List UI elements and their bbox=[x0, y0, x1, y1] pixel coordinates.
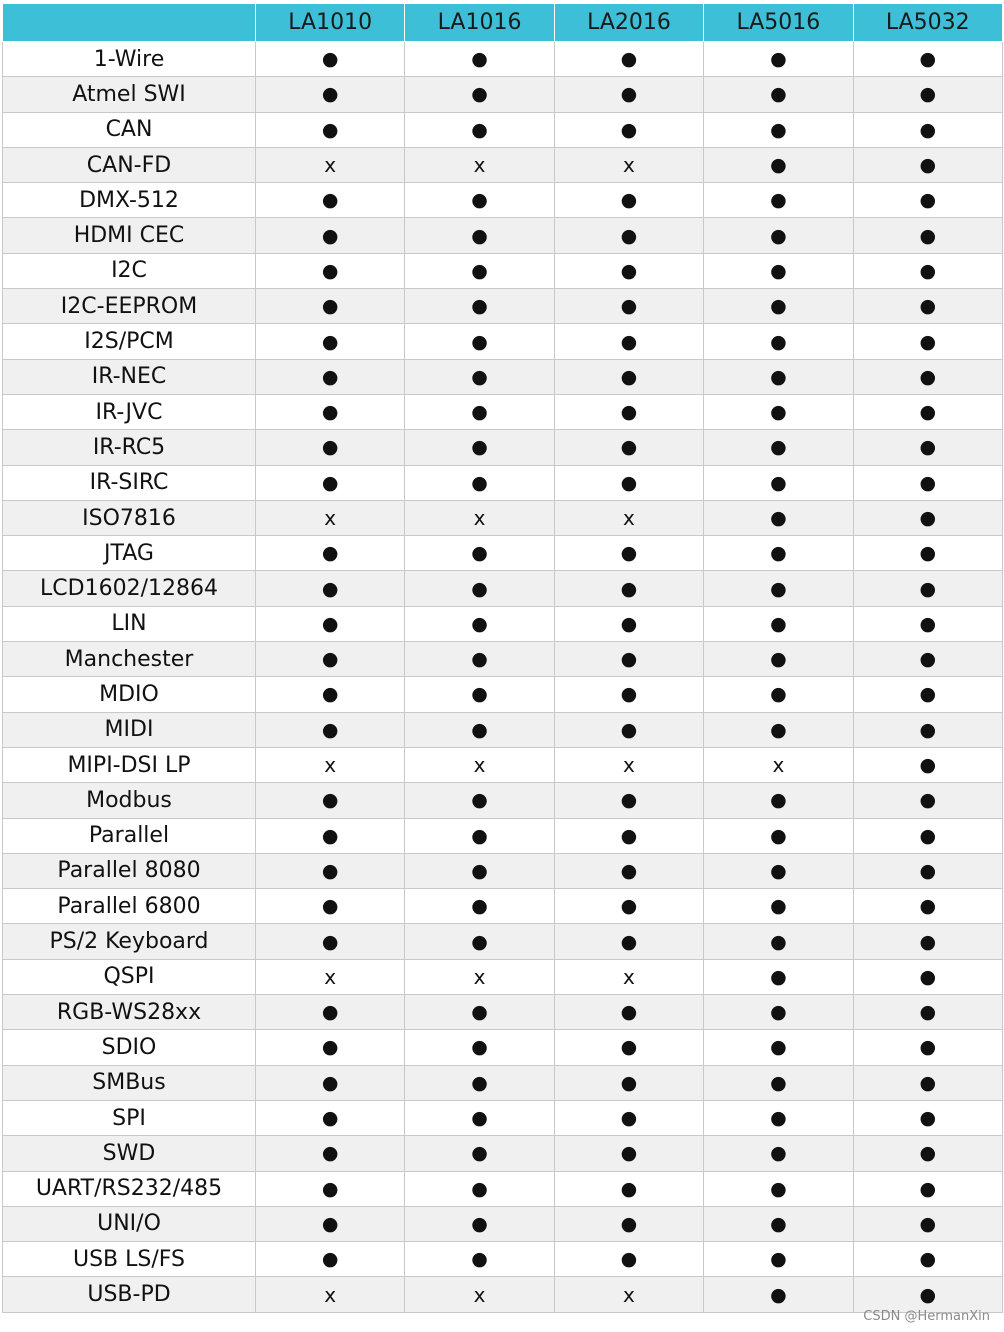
watermark: CSDN @HermanXin bbox=[863, 1309, 990, 1324]
supported-mark-cell: ● bbox=[554, 536, 703, 571]
protocol-name-cell: LIN bbox=[3, 606, 256, 641]
protocol-name-cell: UNI/O bbox=[3, 1206, 256, 1241]
table-row bbox=[3, 465, 1003, 500]
supported-mark-cell: ● bbox=[554, 995, 703, 1030]
supported-mark-cell: ● bbox=[405, 889, 554, 924]
supported-mark-cell: ● bbox=[405, 818, 554, 853]
unsupported-mark-cell: x bbox=[256, 147, 405, 182]
protocol-name-cell: HDMI CEC bbox=[3, 218, 256, 253]
supported-mark-cell: ● bbox=[704, 677, 853, 712]
supported-mark-cell: ● bbox=[405, 1171, 554, 1206]
supported-mark-cell: ● bbox=[554, 1136, 703, 1171]
supported-mark-cell: ● bbox=[554, 818, 703, 853]
supported-mark-cell: ● bbox=[704, 712, 853, 747]
supported-mark-cell: ● bbox=[554, 1206, 703, 1241]
table-row bbox=[3, 183, 1003, 218]
supported-mark-cell: ● bbox=[405, 430, 554, 465]
supported-mark-cell: ● bbox=[853, 853, 1002, 888]
supported-mark-cell: ● bbox=[256, 536, 405, 571]
protocol-name-cell: CAN bbox=[3, 112, 256, 147]
supported-mark-cell: ● bbox=[853, 995, 1002, 1030]
table-row bbox=[3, 959, 1003, 994]
protocol-name-cell: I2S/PCM bbox=[3, 324, 256, 359]
protocol-name-cell: SPI bbox=[3, 1100, 256, 1135]
supported-mark-cell: ● bbox=[405, 712, 554, 747]
supported-mark-cell: ● bbox=[853, 359, 1002, 394]
supported-mark-cell: ● bbox=[704, 253, 853, 288]
protocol-name-cell: LCD1602/12864 bbox=[3, 571, 256, 606]
protocol-name-cell: SMBus bbox=[3, 1065, 256, 1100]
protocol-name-cell: ISO7816 bbox=[3, 500, 256, 535]
supported-mark-cell: ● bbox=[405, 606, 554, 641]
supported-mark-cell: ● bbox=[554, 571, 703, 606]
protocol-name-cell: CAN-FD bbox=[3, 147, 256, 182]
supported-mark-cell: ● bbox=[405, 218, 554, 253]
table-row bbox=[3, 42, 1003, 77]
supported-mark-cell: ● bbox=[554, 853, 703, 888]
table-row bbox=[3, 253, 1003, 288]
supported-mark-cell: ● bbox=[554, 1171, 703, 1206]
supported-mark-cell: ● bbox=[405, 783, 554, 818]
supported-mark-cell: ● bbox=[853, 571, 1002, 606]
supported-mark-cell: ● bbox=[554, 924, 703, 959]
supported-mark-cell: ● bbox=[704, 465, 853, 500]
protocol-name-cell: MIDI bbox=[3, 712, 256, 747]
supported-mark-cell: ● bbox=[405, 1030, 554, 1065]
supported-mark-cell: ● bbox=[853, 642, 1002, 677]
supported-mark-cell: ● bbox=[554, 394, 703, 429]
supported-mark-cell: ● bbox=[853, 500, 1002, 535]
supported-mark-cell: ● bbox=[853, 1136, 1002, 1171]
supported-mark-cell: ● bbox=[704, 394, 853, 429]
table-row bbox=[3, 571, 1003, 606]
supported-mark-cell: ● bbox=[704, 1171, 853, 1206]
header-model: LA1016 bbox=[405, 4, 554, 42]
table-row bbox=[3, 783, 1003, 818]
unsupported-mark-cell: x bbox=[554, 1277, 703, 1312]
protocol-name-cell: PS/2 Keyboard bbox=[3, 924, 256, 959]
supported-mark-cell: ● bbox=[405, 77, 554, 112]
protocol-name-cell: SDIO bbox=[3, 1030, 256, 1065]
table-row bbox=[3, 677, 1003, 712]
supported-mark-cell: ● bbox=[704, 1065, 853, 1100]
supported-mark-cell: ● bbox=[554, 112, 703, 147]
header-model: LA5016 bbox=[704, 4, 853, 42]
unsupported-mark-cell: x bbox=[256, 747, 405, 782]
supported-mark-cell: ● bbox=[554, 1030, 703, 1065]
supported-mark-cell: ● bbox=[405, 289, 554, 324]
supported-mark-cell: ● bbox=[256, 1206, 405, 1241]
supported-mark-cell: ● bbox=[256, 783, 405, 818]
unsupported-mark-cell: x bbox=[554, 147, 703, 182]
header-model: LA1010 bbox=[256, 4, 405, 42]
supported-mark-cell: ● bbox=[256, 924, 405, 959]
table-row bbox=[3, 147, 1003, 182]
supported-mark-cell: ● bbox=[704, 606, 853, 641]
protocol-name-cell: USB LS/FS bbox=[3, 1242, 256, 1277]
supported-mark-cell: ● bbox=[256, 642, 405, 677]
supported-mark-cell: ● bbox=[554, 642, 703, 677]
supported-mark-cell: ● bbox=[405, 1100, 554, 1135]
supported-mark-cell: ● bbox=[704, 1100, 853, 1135]
supported-mark-cell: ● bbox=[405, 642, 554, 677]
supported-mark-cell: ● bbox=[704, 359, 853, 394]
table-row bbox=[3, 889, 1003, 924]
protocol-name-cell: SWD bbox=[3, 1136, 256, 1171]
header-model: LA2016 bbox=[554, 4, 703, 42]
supported-mark-cell: ● bbox=[256, 712, 405, 747]
supported-mark-cell: ● bbox=[405, 359, 554, 394]
supported-mark-cell: ● bbox=[704, 783, 853, 818]
supported-mark-cell: ● bbox=[256, 77, 405, 112]
table-row bbox=[3, 747, 1003, 782]
table-row bbox=[3, 359, 1003, 394]
supported-mark-cell: ● bbox=[704, 959, 853, 994]
protocol-name-cell: Parallel 8080 bbox=[3, 853, 256, 888]
unsupported-mark-cell: x bbox=[405, 1277, 554, 1312]
table-row bbox=[3, 536, 1003, 571]
unsupported-mark-cell: x bbox=[704, 747, 853, 782]
protocol-name-cell: I2C-EEPROM bbox=[3, 289, 256, 324]
supported-mark-cell: ● bbox=[853, 606, 1002, 641]
table-row bbox=[3, 1065, 1003, 1100]
supported-mark-cell: ● bbox=[853, 1171, 1002, 1206]
supported-mark-cell: ● bbox=[554, 324, 703, 359]
table-row bbox=[3, 77, 1003, 112]
table-row bbox=[3, 924, 1003, 959]
supported-mark-cell: ● bbox=[405, 324, 554, 359]
supported-mark-cell: ● bbox=[405, 995, 554, 1030]
table-row bbox=[3, 995, 1003, 1030]
protocol-name-cell: USB-PD bbox=[3, 1277, 256, 1312]
table-row bbox=[3, 642, 1003, 677]
unsupported-mark-cell: x bbox=[405, 500, 554, 535]
supported-mark-cell: ● bbox=[405, 1242, 554, 1277]
supported-mark-cell: ● bbox=[554, 218, 703, 253]
supported-mark-cell: ● bbox=[554, 783, 703, 818]
supported-mark-cell: ● bbox=[853, 783, 1002, 818]
header-corner bbox=[3, 4, 256, 42]
protocol-name-cell: JTAG bbox=[3, 536, 256, 571]
supported-mark-cell: ● bbox=[704, 818, 853, 853]
supported-mark-cell: ● bbox=[256, 183, 405, 218]
table-row bbox=[3, 112, 1003, 147]
supported-mark-cell: ● bbox=[256, 995, 405, 1030]
table-row bbox=[3, 324, 1003, 359]
supported-mark-cell: ● bbox=[704, 1242, 853, 1277]
supported-mark-cell: ● bbox=[256, 1242, 405, 1277]
supported-mark-cell: ● bbox=[704, 642, 853, 677]
protocol-support-table bbox=[2, 3, 1003, 1313]
supported-mark-cell: ● bbox=[853, 1206, 1002, 1241]
protocol-name-cell: Parallel 6800 bbox=[3, 889, 256, 924]
supported-mark-cell: ● bbox=[405, 536, 554, 571]
protocol-name-cell: Modbus bbox=[3, 783, 256, 818]
supported-mark-cell: ● bbox=[853, 218, 1002, 253]
table-body bbox=[3, 42, 1003, 1313]
unsupported-mark-cell: x bbox=[554, 747, 703, 782]
protocol-name-cell: DMX-512 bbox=[3, 183, 256, 218]
supported-mark-cell: ● bbox=[256, 1065, 405, 1100]
supported-mark-cell: ● bbox=[554, 1100, 703, 1135]
supported-mark-cell: ● bbox=[256, 253, 405, 288]
supported-mark-cell: ● bbox=[704, 42, 853, 77]
supported-mark-cell: ● bbox=[554, 42, 703, 77]
supported-mark-cell: ● bbox=[256, 818, 405, 853]
supported-mark-cell: ● bbox=[256, 394, 405, 429]
protocol-name-cell: IR-SIRC bbox=[3, 465, 256, 500]
supported-mark-cell: ● bbox=[704, 183, 853, 218]
supported-mark-cell: ● bbox=[554, 253, 703, 288]
supported-mark-cell: ● bbox=[554, 183, 703, 218]
table-row bbox=[3, 218, 1003, 253]
supported-mark-cell: ● bbox=[554, 359, 703, 394]
table-row bbox=[3, 853, 1003, 888]
table-row bbox=[3, 1100, 1003, 1135]
supported-mark-cell: ● bbox=[853, 465, 1002, 500]
supported-mark-cell: ● bbox=[853, 183, 1002, 218]
supported-mark-cell: ● bbox=[256, 218, 405, 253]
supported-mark-cell: ● bbox=[256, 42, 405, 77]
supported-mark-cell: ● bbox=[405, 1136, 554, 1171]
supported-mark-cell: ● bbox=[554, 430, 703, 465]
protocol-name-cell: IR-JVC bbox=[3, 394, 256, 429]
supported-mark-cell: ● bbox=[256, 1171, 405, 1206]
protocol-support-table-container bbox=[2, 3, 1003, 1313]
supported-mark-cell: ● bbox=[405, 1206, 554, 1241]
protocol-name-cell: Manchester bbox=[3, 642, 256, 677]
supported-mark-cell: ● bbox=[853, 889, 1002, 924]
table-header-row bbox=[3, 4, 1003, 42]
supported-mark-cell: ● bbox=[256, 112, 405, 147]
supported-mark-cell: ● bbox=[704, 500, 853, 535]
supported-mark-cell: ● bbox=[853, 253, 1002, 288]
supported-mark-cell: ● bbox=[256, 1030, 405, 1065]
supported-mark-cell: ● bbox=[554, 77, 703, 112]
supported-mark-cell: ● bbox=[853, 289, 1002, 324]
supported-mark-cell: ● bbox=[853, 1030, 1002, 1065]
supported-mark-cell: ● bbox=[256, 359, 405, 394]
supported-mark-cell: ● bbox=[704, 147, 853, 182]
supported-mark-cell: ● bbox=[704, 924, 853, 959]
protocol-name-cell: IR-NEC bbox=[3, 359, 256, 394]
supported-mark-cell: ● bbox=[405, 1065, 554, 1100]
supported-mark-cell: ● bbox=[704, 1277, 853, 1312]
supported-mark-cell: ● bbox=[704, 289, 853, 324]
table-row bbox=[3, 394, 1003, 429]
table-row bbox=[3, 606, 1003, 641]
supported-mark-cell: ● bbox=[853, 42, 1002, 77]
table-row bbox=[3, 500, 1003, 535]
supported-mark-cell: ● bbox=[554, 465, 703, 500]
supported-mark-cell: ● bbox=[853, 536, 1002, 571]
supported-mark-cell: ● bbox=[704, 77, 853, 112]
supported-mark-cell: ● bbox=[853, 747, 1002, 782]
supported-mark-cell: ● bbox=[405, 924, 554, 959]
supported-mark-cell: ● bbox=[853, 77, 1002, 112]
supported-mark-cell: ● bbox=[853, 1100, 1002, 1135]
protocol-name-cell: UART/RS232/485 bbox=[3, 1171, 256, 1206]
supported-mark-cell: ● bbox=[704, 889, 853, 924]
supported-mark-cell: ● bbox=[704, 112, 853, 147]
protocol-name-cell: MDIO bbox=[3, 677, 256, 712]
supported-mark-cell: ● bbox=[554, 289, 703, 324]
supported-mark-cell: ● bbox=[704, 853, 853, 888]
supported-mark-cell: ● bbox=[256, 1136, 405, 1171]
supported-mark-cell: ● bbox=[256, 853, 405, 888]
supported-mark-cell: ● bbox=[405, 183, 554, 218]
supported-mark-cell: ● bbox=[704, 995, 853, 1030]
protocol-name-cell: QSPI bbox=[3, 959, 256, 994]
supported-mark-cell: ● bbox=[554, 1065, 703, 1100]
supported-mark-cell: ● bbox=[256, 289, 405, 324]
supported-mark-cell: ● bbox=[704, 1206, 853, 1241]
table-row bbox=[3, 1242, 1003, 1277]
supported-mark-cell: ● bbox=[853, 112, 1002, 147]
supported-mark-cell: ● bbox=[256, 606, 405, 641]
supported-mark-cell: ● bbox=[256, 324, 405, 359]
supported-mark-cell: ● bbox=[554, 1242, 703, 1277]
supported-mark-cell: ● bbox=[405, 112, 554, 147]
supported-mark-cell: ● bbox=[405, 571, 554, 606]
supported-mark-cell: ● bbox=[256, 677, 405, 712]
supported-mark-cell: ● bbox=[853, 430, 1002, 465]
supported-mark-cell: ● bbox=[853, 147, 1002, 182]
supported-mark-cell: ● bbox=[853, 818, 1002, 853]
table-row bbox=[3, 1206, 1003, 1241]
protocol-name-cell: MIPI-DSI LP bbox=[3, 747, 256, 782]
supported-mark-cell: ● bbox=[554, 712, 703, 747]
supported-mark-cell: ● bbox=[554, 889, 703, 924]
supported-mark-cell: ● bbox=[256, 1100, 405, 1135]
supported-mark-cell: ● bbox=[853, 1065, 1002, 1100]
supported-mark-cell: ● bbox=[554, 677, 703, 712]
supported-mark-cell: ● bbox=[853, 712, 1002, 747]
unsupported-mark-cell: x bbox=[554, 500, 703, 535]
unsupported-mark-cell: x bbox=[256, 500, 405, 535]
unsupported-mark-cell: x bbox=[554, 959, 703, 994]
supported-mark-cell: ● bbox=[405, 853, 554, 888]
supported-mark-cell: ● bbox=[256, 465, 405, 500]
table-row bbox=[3, 712, 1003, 747]
protocol-name-cell: Parallel bbox=[3, 818, 256, 853]
supported-mark-cell: ● bbox=[704, 218, 853, 253]
supported-mark-cell: ● bbox=[853, 924, 1002, 959]
unsupported-mark-cell: x bbox=[256, 959, 405, 994]
table-row bbox=[3, 818, 1003, 853]
supported-mark-cell: ● bbox=[853, 959, 1002, 994]
table-row bbox=[3, 289, 1003, 324]
table-row bbox=[3, 1136, 1003, 1171]
supported-mark-cell: ● bbox=[853, 394, 1002, 429]
unsupported-mark-cell: x bbox=[256, 1277, 405, 1312]
supported-mark-cell: ● bbox=[853, 1277, 1002, 1312]
supported-mark-cell: ● bbox=[405, 677, 554, 712]
supported-mark-cell: ● bbox=[256, 571, 405, 606]
protocol-name-cell: 1-Wire bbox=[3, 42, 256, 77]
protocol-name-cell: IR-RC5 bbox=[3, 430, 256, 465]
supported-mark-cell: ● bbox=[853, 324, 1002, 359]
supported-mark-cell: ● bbox=[704, 430, 853, 465]
header-model: LA5032 bbox=[853, 4, 1002, 42]
table-row bbox=[3, 430, 1003, 465]
supported-mark-cell: ● bbox=[256, 889, 405, 924]
supported-mark-cell: ● bbox=[704, 536, 853, 571]
supported-mark-cell: ● bbox=[853, 1242, 1002, 1277]
unsupported-mark-cell: x bbox=[405, 959, 554, 994]
supported-mark-cell: ● bbox=[704, 1136, 853, 1171]
supported-mark-cell: ● bbox=[704, 324, 853, 359]
protocol-name-cell: I2C bbox=[3, 253, 256, 288]
supported-mark-cell: ● bbox=[704, 571, 853, 606]
supported-mark-cell: ● bbox=[405, 394, 554, 429]
supported-mark-cell: ● bbox=[405, 42, 554, 77]
protocol-name-cell: RGB-WS28xx bbox=[3, 995, 256, 1030]
unsupported-mark-cell: x bbox=[405, 747, 554, 782]
supported-mark-cell: ● bbox=[554, 606, 703, 641]
table-row bbox=[3, 1030, 1003, 1065]
table-row bbox=[3, 1277, 1003, 1312]
table-row bbox=[3, 1171, 1003, 1206]
supported-mark-cell: ● bbox=[256, 430, 405, 465]
supported-mark-cell: ● bbox=[853, 677, 1002, 712]
unsupported-mark-cell: x bbox=[405, 147, 554, 182]
supported-mark-cell: ● bbox=[405, 465, 554, 500]
supported-mark-cell: ● bbox=[704, 1030, 853, 1065]
protocol-name-cell: Atmel SWI bbox=[3, 77, 256, 112]
supported-mark-cell: ● bbox=[405, 253, 554, 288]
